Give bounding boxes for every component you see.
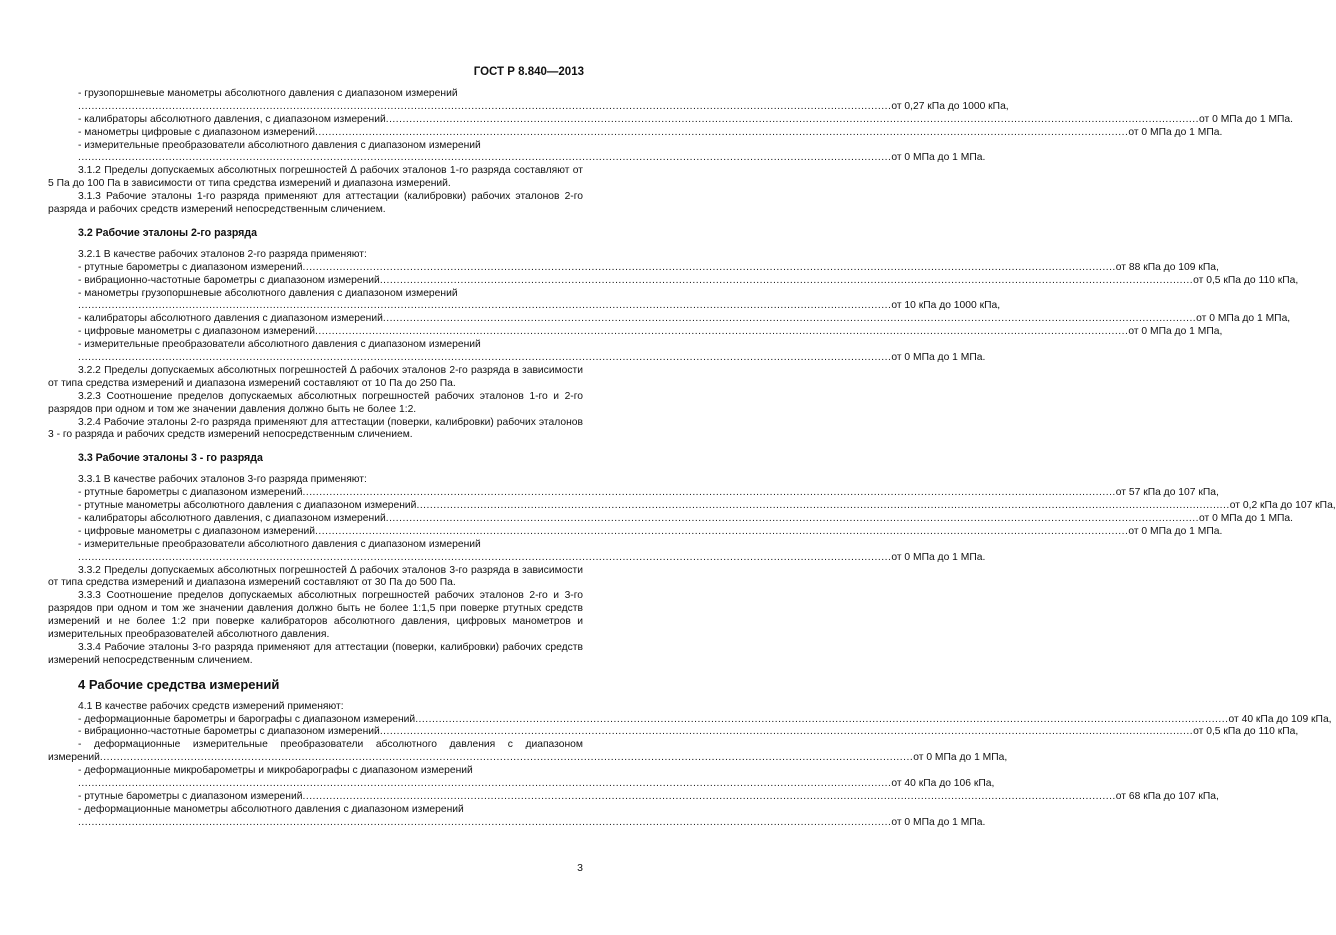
list-item [48,100,1009,114]
paragraph-3-2-4: 3.2.4 Рабочие эталоны 2-го разряда применяют для аттестации (поверки, калибровки) рабочих эталонов 3 - го разряда и рабочих средств измерений непосредственным сличением. [48,416,583,441]
section-heading-3-3: 3.3 Рабочие эталоны 3 - го разряда [78,452,263,465]
list-item-value: от 0,2 кПа до 107 кПа, [1229,500,1336,512]
list-item-value: от 0,27 кПа до 1000 кПа, [891,100,1009,112]
section-heading-4: 4 Рабочие средства измерений [78,676,280,692]
dot-leader [315,526,1128,539]
list-item [48,790,1219,804]
list-item-text: - измерительные преобразователи абсолютного давления с диапазоном измерений [78,339,481,351]
list-item-text: - грузопоршневые манометры абсолютного давления с диапазоном измерений [78,87,458,99]
dot-leader [302,791,1115,804]
dot-leader [315,127,1128,140]
list-item [48,816,986,830]
list-item-text: - калибраторы абсолютного давления, с диапазоном измерений [78,512,386,524]
list-item-value: от 0 МПа до 1 МПа, [913,752,1008,764]
list-item [48,539,583,552]
dot-leader [380,726,1193,739]
dot-leader [380,275,1193,288]
dot-leader [386,114,1199,127]
list-item-value: от 40 кПа до 106 кПа, [891,778,995,789]
list-item [48,765,583,778]
list-item-value: от 0 МПа до 1 МПа. [1199,512,1294,524]
list-item [48,804,583,817]
list-item-text: - калибраторы абсолютного давления с диапазоном измерений [78,313,383,325]
dot-leader [78,352,891,365]
list-item-value: от 0 МПа до 1 МПа. [891,352,986,363]
list-item [48,778,995,791]
dot-leader [416,500,1229,513]
paragraph-3-1-2: 3.1.2 Пределы допускаемых абсолютных погрешностей ∆ рабочих эталонов 1-го разряда составляют от 5 Па до 100 Па в зависимости от типа средства измерений и диапазона измерений. [48,165,583,190]
list-item [48,261,1219,275]
list-item-value: от 57 кПа до 107 кПа, [1115,487,1219,499]
list-item-text: - манометры грузопоршневые абсолютного давления с диапазоном измерений [78,287,458,299]
list-item-value: от 0,5 кПа до 110 кПа, [1193,274,1299,286]
list-item-value: от 10 кПа до 1000 кПа, [891,300,1001,312]
list-item-text: - манометры цифровые с диапазоном измерений [78,126,315,138]
paragraph-3-3-1: 3.3.1 В качестве рабочих эталонов 3-го разряда применяют: [78,474,367,486]
paragraph-3-3-4: 3.3.4 Рабочие эталоны 3-го разряда применяют для аттестации (поверки, калибровки) рабочих средств измерений непосредственным сличением. [48,641,583,666]
paragraph-3-3-2: 3.3.2 Пределы допускаемых абсолютных погрешностей ∆ рабочих эталонов 3-го разряда в зависимости от типа средства измерений и диапазона измерений составляют от 30 Па до 500 Па. [48,564,583,589]
list-item-value: от 0 МПа до 1 МПа. [1199,113,1294,125]
list-item-text: - цифровые манометры с диапазоном измерений [78,525,315,537]
list-item-text: - калибраторы абсолютного давления, с диапазоном измерений [78,113,386,125]
list-item-text: - деформационные микробарометры и микробарографы с диапазоном измерений [78,765,473,777]
paragraph-3-2-2: 3.2.2 Пределы допускаемых абсолютных погрешностей ∆ рабочих эталонов 2-го разряда в зависимости от типа средства измерений и диапазона измерений составляют от 10 Па до 250 Па. [48,364,583,389]
dot-leader [302,487,1115,500]
list-item [48,313,1291,326]
list-item-text: - вибрационно-частотные барометры с диапазоном измерений [78,726,380,738]
list-item-text: - деформационные манометры абсолютного давления с диапазоном измерений [78,803,464,815]
list-item [48,713,1332,727]
list-item [48,551,986,565]
dot-leader [78,300,891,313]
list-item-text: - ртутные манометры абсолютного давления с диапазоном измерений [78,500,417,512]
list-item-value: от 0 МПа до 1 МПа. [891,551,986,563]
list-block-1 [48,87,1294,165]
list-item [48,288,583,301]
paragraph-4-1: 4.1 В качестве рабочих средств измерений применяют: [78,700,344,712]
list-item-value: от 0 МПа до 1 МПа. [891,152,986,164]
list-item-value: от 0 МПа до 1 МПа. [1128,525,1223,537]
list-item [48,140,583,153]
list-item-value: от 0 МПа до 1 МПа, [1128,326,1223,338]
dot-leader [302,262,1115,275]
dot-leader [100,752,913,765]
list-block-3 [48,487,1336,564]
paragraph-3-3-3: 3.3.3 Соотношение пределов допускаемых абсолютных погрешностей рабочих эталонов 2-го и 3-го разрядов при одном и том же значении давления должно быть не более 1:1,5 при поверке ртутных средств измерений и не более 1:2 при поверке калибраторов абсолютного давления, цифровых манометров и измерительных преобразователей абсолютного давления. [48,590,583,641]
list-item [48,525,1223,539]
list-item-value: от 68 кПа до 107 кПа, [1115,790,1219,802]
list-block-4b [48,765,1219,829]
list-item-text: - измерительные преобразователи абсолютного давления с диапазоном измерений [78,538,481,550]
list-item [48,326,1223,339]
standard-code: ГОСТ Р 8.840—2013 [473,66,584,78]
dot-leader [315,326,1128,339]
list-item-value: от 0 МПа до 1 МПа. [891,816,986,828]
list-item [48,339,583,352]
list-item [48,726,1299,739]
page-number: 3 [577,862,583,874]
list-item-text: измерений [48,752,100,764]
list-item [48,88,583,101]
list-item [48,487,1219,500]
list-item-value: от 0,5 кПа до 110 кПа, [1193,726,1299,738]
paragraph-3-2-1: 3.2.1 В качестве рабочих эталонов 2-го разряда применяют: [78,248,367,260]
list-item-text: - вибрационно-частотные барометры с диапазоном измерений [78,274,380,286]
dot-leader [415,714,1228,727]
section-heading-3-2: 3.2 Рабочие эталоны 2-го разряда [78,226,257,239]
list-item [48,152,986,165]
list-item [48,274,1299,288]
dot-leader [78,152,891,165]
list-item-text: - измерительные преобразователи абсолютного давления с диапазоном измерений [78,139,481,151]
list-item-value: от 88 кПа до 109 кПа, [1115,261,1219,273]
list-item [48,512,1294,526]
list-item [48,113,1294,127]
list-item-text: - ртутные барометры с диапазоном измерений [78,261,303,273]
list-item [48,500,1336,513]
list-item-value: от 0 МПа до 1 МПа. [1128,126,1223,138]
dot-leader [386,513,1199,526]
paragraph-3-1-3: 3.1.3 Рабочие эталоны 1-го разряда применяют для аттестации (калибровки) рабочих эталонов 2-го разряда и рабочих средств измерений непосредственным сличением. [48,191,583,216]
list-item-text: - цифровые манометры с диапазоном измерений [78,326,315,338]
dot-leader [78,817,891,830]
list-item-text: - ртутные барометры с диапазоном измерений [78,790,303,802]
list-item [48,352,986,365]
list-item-text: - деформационные барометры и барографы с диапазоном измерений [78,713,416,725]
paragraph-3-2-3: 3.2.3 Соотношение пределов допускаемых абсолютных погрешностей рабочих эталонов 1-го и 2-го разрядов при одном и том же значении давления должно быть не более 1:2. [48,390,583,415]
list-block-2 [48,261,1299,365]
list-item-text: - деформационные измерительные преобразователи абсолютного давления с диапазоном [78,739,583,751]
list-item [48,739,583,752]
list-block-4a [48,713,1332,740]
list-item [48,300,1001,313]
list-item-text: - ртутные барометры с диапазоном измерений [78,487,303,499]
page-content [48,87,1336,830]
list-item [48,752,1008,765]
dot-leader [78,778,891,791]
list-item-value: от 0 МПа до 1 МПа, [1196,313,1291,325]
list-item [48,126,1223,140]
dot-leader [78,552,891,565]
dot-leader [78,101,891,114]
dot-leader [383,313,1196,326]
list-item-value: от 40 кПа до 109 кПа, [1228,713,1332,725]
